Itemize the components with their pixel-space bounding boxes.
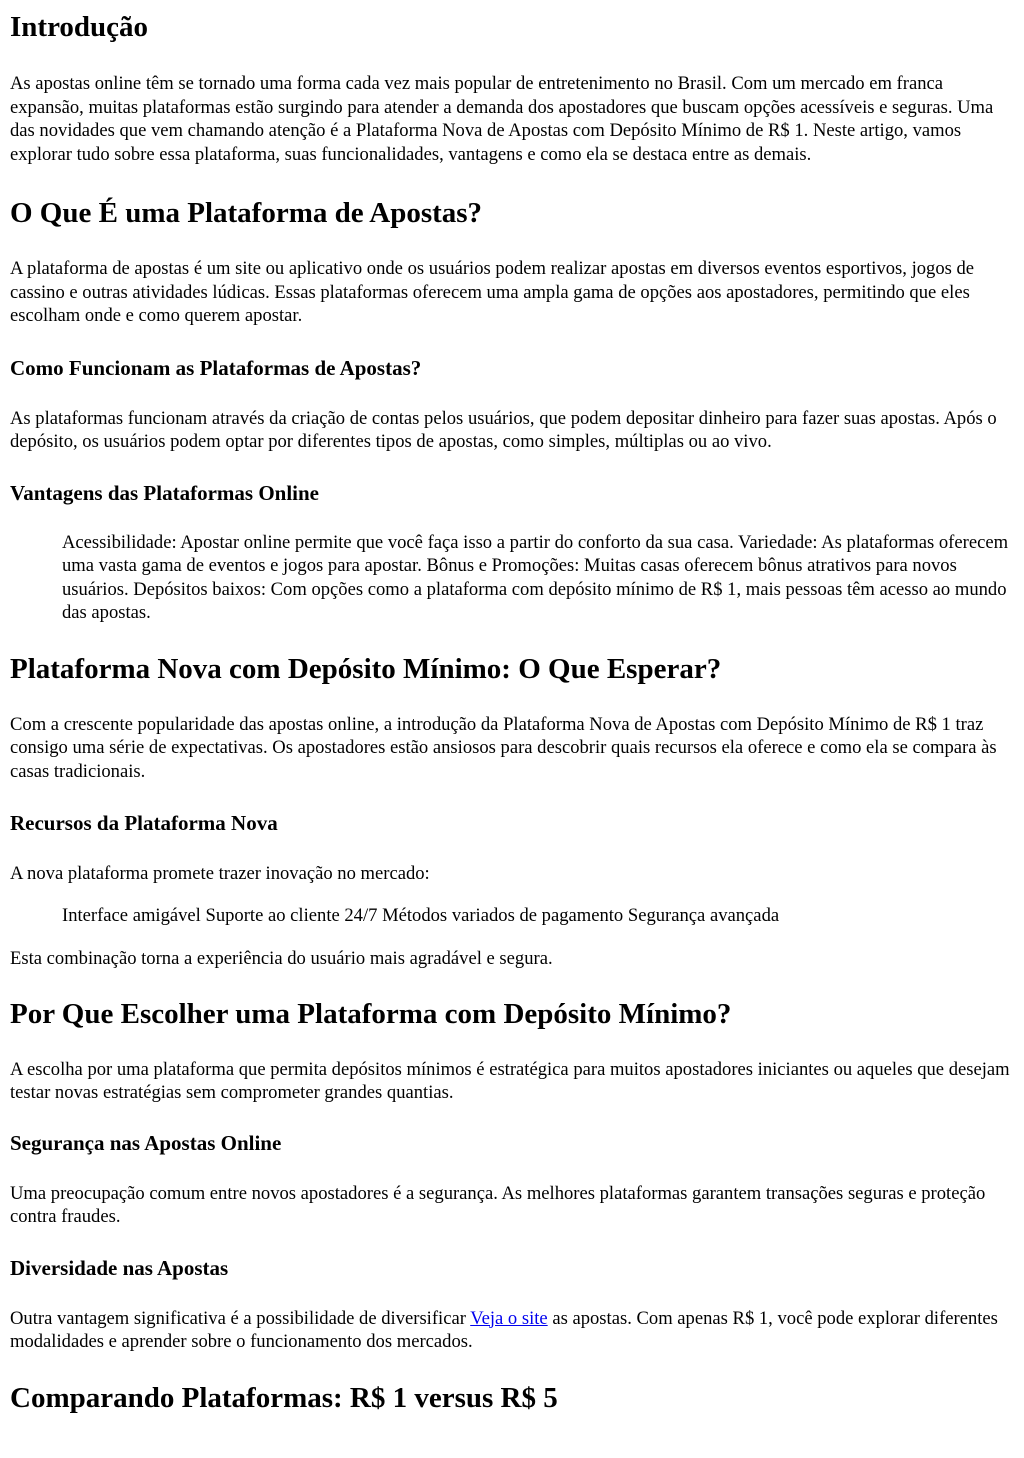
diversidade-text-after: as apostas. Com apenas R$ 1, você pode explorar diferentes modalidades e aprender sobre o funcionamento dos mercados. bbox=[10, 1307, 998, 1352]
paragraph-seguranca: Uma preocupação comum entre novos apostadores é a segurança. As melhores plataformas garantem transações seguras e proteção contra fraudes. bbox=[10, 1182, 986, 1227]
blockquote-vantagens: Acessibilidade: Apostar online permite que você faça isso a partir do conforto da sua casa. Variedade: As plataformas oferecem uma vasta gama de eventos e jogos para apostar. Bônus e Promoções: Muitas casas oferecem bônus atrativos para novos usuários. Depósitos baixos: Com opções como a plataforma com depósito mínimo de R$ 1, mais pessoas têm acesso ao mundo das apostas. bbox=[62, 531, 1009, 623]
heading-o-que-e: O Que É uma Plataforma de Apostas? bbox=[10, 197, 483, 229]
paragraph-o-que-e: A plataforma de apostas é um site ou aplicativo onde os usuários podem realizar apostas em diversos eventos esportivos, jogos de cassino e outras atividades lúdicas. Essas plataformas oferecem uma ampla gama de opções aos apostadores, permitindo que eles escolham onde e como querem apostar. bbox=[10, 258, 975, 326]
diversidade-text-before: Outra vantagem significativa é a possibilidade de diversificar bbox=[10, 1307, 471, 1329]
paragraph-por-que-escolher: A escolha por uma plataforma que permita depósitos mínimos é estratégica para muitos apostadores iniciantes ou aqueles que desejam testar novas estratégias sem comprometer grandes quantias. bbox=[10, 1058, 1010, 1103]
paragraph-plataforma-nova: Com a crescente popularidade das apostas online, a introdução da Plataforma Nova de Apostas com Depósito Mínimo de R$ 1 traz consigo uma série de expectativas. Os apostadores estão ansiosos para descobrir quais recursos ela oferece e como ela se compara às casas tradicionais. bbox=[10, 713, 997, 782]
heading-por-que-escolher: Por Que Escolher uma Plataforma com Depósito Mínimo? bbox=[10, 997, 732, 1030]
heading-seguranca: Segurança nas Apostas Online bbox=[10, 1130, 282, 1155]
heading-comparando: Comparando Plataformas: R$ 1 versus R$ 5 bbox=[10, 1381, 558, 1414]
heading-recursos: Recursos da Plataforma Nova bbox=[10, 811, 278, 835]
article-page bbox=[0, 10, 1024, 1458]
veja-o-site-link[interactable]: Veja o site bbox=[470, 1307, 548, 1329]
blockquote-recursos: Interface amigável Suporte ao cliente 24/7 Métodos variados de pagamento Segurança avançada bbox=[62, 904, 780, 926]
heading-diversidade: Diversidade nas Apostas bbox=[10, 1255, 229, 1280]
heading-plataforma-nova: Plataforma Nova com Depósito Mínimo: O Que Esperar? bbox=[10, 652, 722, 685]
heading-como-funcionam: Como Funcionam as Plataformas de Apostas? bbox=[10, 355, 422, 380]
paragraph-combinacao: Esta combinação torna a experiência do usuário mais agradável e segura. bbox=[10, 948, 553, 969]
paragraph-introducao: As apostas online têm se tornado uma forma cada vez mais popular de entretenimento no Brasil. Com um mercado em franca expansão, muitas plataformas estão surgindo para atender a demanda dos apostadores que buscam opções acessíveis e seguras. Uma das novidades que vem chamando atenção é a Plataforma Nova de Apostas com Depósito Mínimo de R$ 1. Neste artigo, vamos explorar tudo sobre essa plataforma, suas funcionalidades, vantagens e como ela se destaca entre as demais. bbox=[10, 73, 994, 165]
paragraph-diversidade bbox=[10, 1307, 1016, 1354]
paragraph-recursos: A nova plataforma promete trazer inovação no mercado: bbox=[10, 863, 430, 884]
heading-introducao: Introdução bbox=[10, 11, 149, 43]
heading-vantagens: Vantagens das Plataformas Online bbox=[10, 480, 320, 505]
paragraph-como-funcionam: As plataformas funcionam através da criação de contas pelos usuários, que podem depositar dinheiro para fazer suas apostas. Após o depósito, os usuários podem optar por diferentes tipos de apostas, como simples, múltiplas ou ao vivo. bbox=[10, 407, 997, 452]
